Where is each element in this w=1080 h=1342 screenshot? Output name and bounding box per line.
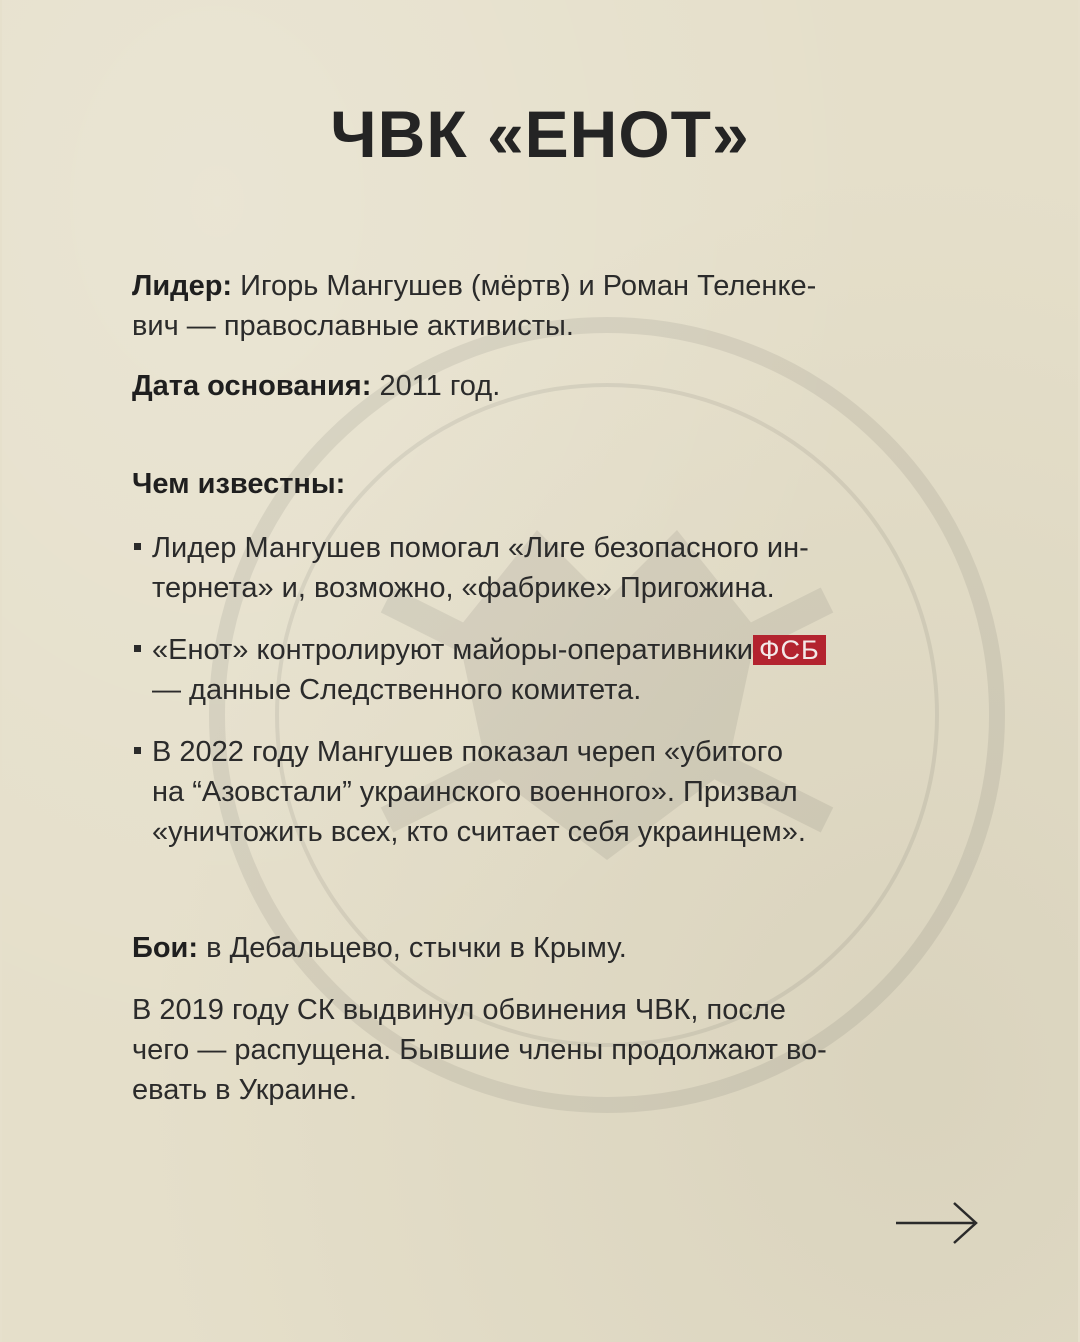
battles-label: Бои: bbox=[132, 932, 199, 964]
outcome-paragraph bbox=[132, 990, 932, 1110]
list-item-line3: «уничтожить всех, кто считает себя украинцем». bbox=[152, 816, 806, 848]
bullet-icon bbox=[134, 747, 141, 754]
list-item bbox=[134, 630, 972, 710]
battles-value: в Дебальцево, стычки в Крыму. bbox=[206, 932, 627, 964]
founded-paragraph bbox=[132, 366, 932, 406]
list-item-line1 bbox=[152, 630, 972, 670]
leader-line2: вич — православные активисты. bbox=[132, 310, 574, 342]
leader-paragraph bbox=[132, 266, 932, 346]
known-for-label: Чем известны: bbox=[132, 468, 346, 500]
outcome-line3: евать в Украине. bbox=[132, 1074, 358, 1106]
list-item-line1: Лидер Мангушев помогал «Лиге безопасного ин- bbox=[152, 532, 809, 564]
founded-value: 2011 год. bbox=[379, 370, 501, 402]
page-title: ЧВК «ЕНОТ» bbox=[330, 97, 750, 171]
founded-label: Дата основания: bbox=[132, 370, 372, 402]
leader-label: Лидер: bbox=[132, 270, 233, 302]
slide-card bbox=[2, 0, 1078, 1342]
list-item-line2: — данные Следственного комитета. bbox=[152, 674, 642, 706]
outcome-line2: чего — распущена. Бывшие члены продолжают во- bbox=[132, 1034, 827, 1066]
list-item bbox=[134, 528, 972, 608]
outcome-line1: В 2019 году СК выдвинул обвинения ЧВК, после bbox=[132, 994, 786, 1026]
list-item-line2: тернета» и, возможно, «фабрике» Пригожина. bbox=[152, 572, 775, 604]
bullet-icon bbox=[134, 543, 141, 550]
list-item bbox=[134, 732, 972, 852]
bullet-icon bbox=[134, 645, 141, 652]
list-item-line1: В 2022 году Мангушев показал череп «убитого bbox=[152, 736, 783, 768]
known-for-heading bbox=[132, 464, 932, 504]
fsb-highlight-tag: ФСБ bbox=[753, 635, 826, 665]
battles-paragraph bbox=[132, 928, 932, 968]
leader-line1: Игорь Мангушев (мёртв) и Роман Теленке- bbox=[240, 270, 817, 302]
list-item-line1-text: «Енот» контролируют майоры-оперативники bbox=[152, 634, 753, 666]
arrow-right-icon[interactable] bbox=[892, 1198, 982, 1248]
list-item-line2: на “Азовстали” украинского военного». Призвал bbox=[152, 776, 798, 808]
